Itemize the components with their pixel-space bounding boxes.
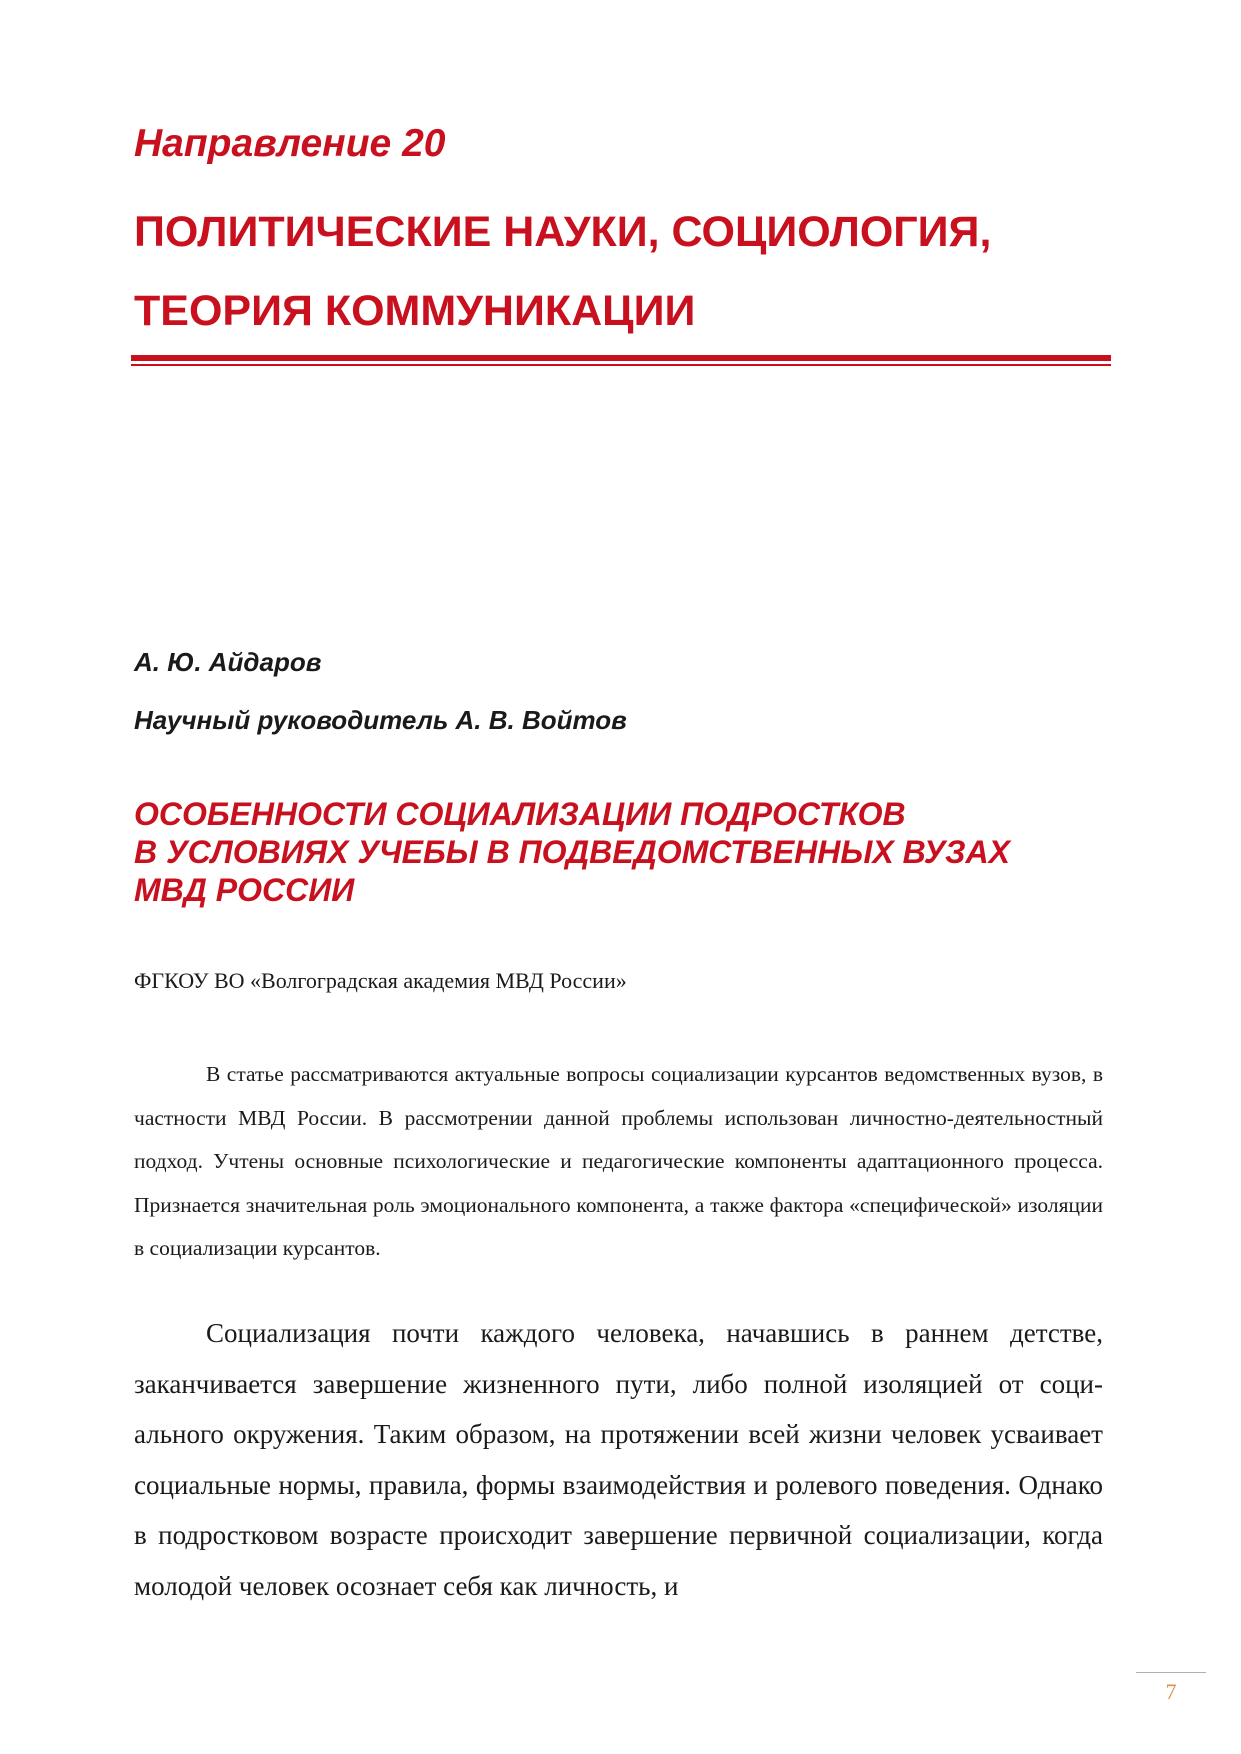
author-name: А. Ю. Айдаров [134,647,322,677]
abstract: В статье рассматриваются актуальные вопросы социализации курсантов ведомственных вузов, в частности МВД России. В рассмотрении данной проблемы использован личностно-деятельностный подход. Учтены основные психологические и педагогические компоненты адаптационного процесса. Признается значительная роль эмоционального компонента, а также фактора «специфической» изоляции в социализации курсантов. [134,1062,1103,1260]
article-title-line: МВД РОССИИ [134,872,355,908]
article-title-line: ОСОБЕННОСТИ СОЦИАЛИЗАЦИИ ПОДРОСТКОВ [134,796,906,832]
header-rule-thin [131,364,1111,366]
footer-rule [1136,1672,1206,1673]
affiliation: ФГКОУ ВО «Волгоградская академия МВД России» [134,968,627,993]
article-title [134,795,1124,909]
section-label: Направление 20 [134,122,446,165]
body-paragraph: Социализация почти каждого человека, начавшись в раннем детстве, заканчивается завершение жизненного пути, либо полной изоляцией от социального окружения. Таким образом, на протяжении всей жизни человек усваивает социальные нормы, правила, формы взаимодействия и ролевого поведения. Однако в подростковом возрасте происходит завершение первичной социализации, когда молодой человек осознает себя как личность, и [134,1318,1103,1601]
section-title: ПОЛИТИЧЕСКИЕ НАУКИ, СОЦИОЛОГИЯ, ТЕОРИЯ КОММУНИКАЦИИ [134,208,992,335]
scientific-supervisor: Научный руководитель А. В. Войтов [134,705,627,735]
header-rule-thick [131,355,1111,361]
page-number: 7 [1165,1679,1177,1704]
article-title-line: В УСЛОВИЯХ УЧЕБЫ В ПОДВЕДОМСТВЕННЫХ ВУЗАХ [134,834,1010,870]
